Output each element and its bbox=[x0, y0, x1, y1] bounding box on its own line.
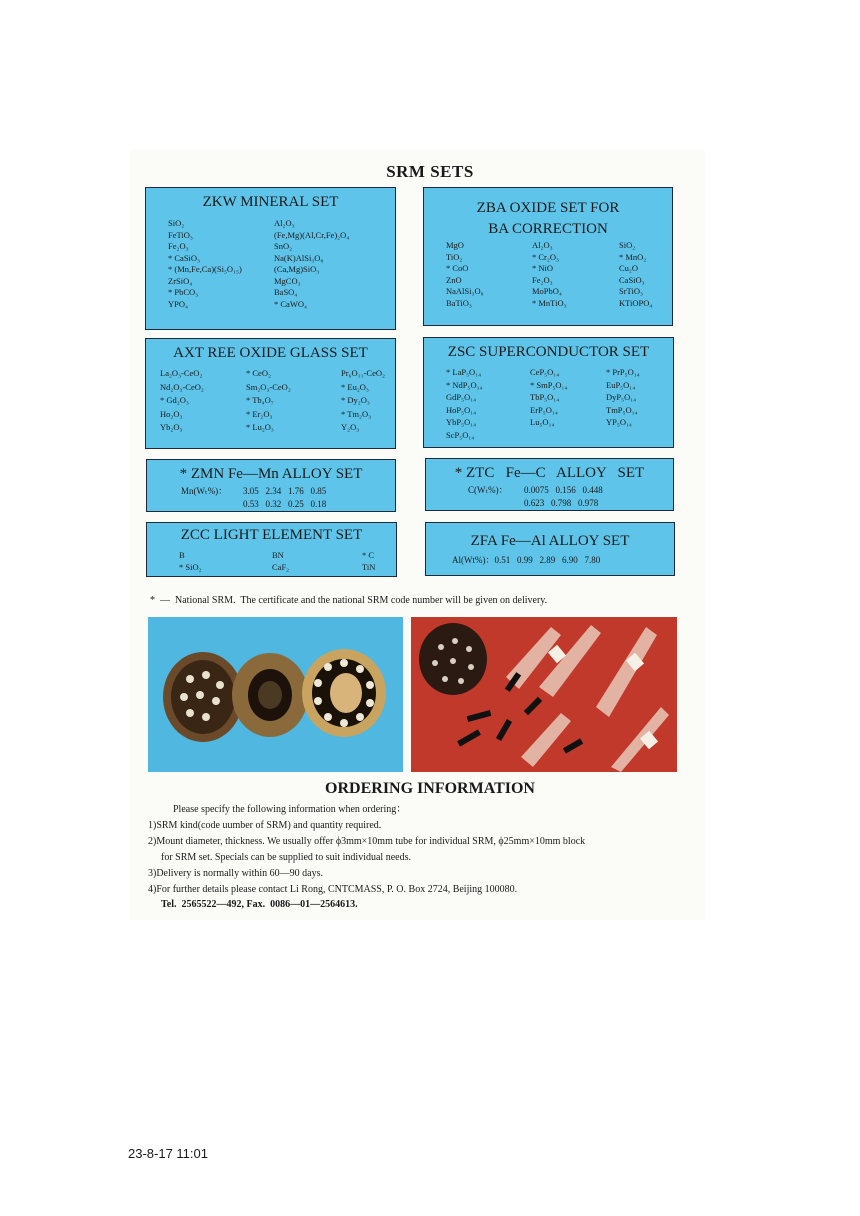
axt-panel bbox=[145, 338, 396, 449]
zmn-values-row1: 3.05 2.34 1.76 0.85 bbox=[243, 486, 327, 496]
zkw-list bbox=[168, 218, 404, 310]
zsc-title: ZSC SUPERCONDUCTOR SET bbox=[447, 344, 650, 360]
list-item: ErP₅O₁₄ bbox=[530, 404, 558, 415]
ordering-title: ORDERING INFORMATION bbox=[325, 780, 535, 797]
list-item: La₂O₃-CeO₂ bbox=[160, 368, 203, 378]
list-item: MgO bbox=[446, 240, 464, 250]
list-item: ZnO bbox=[446, 274, 462, 285]
list-item: TiN bbox=[362, 562, 376, 572]
list-item: BN bbox=[272, 550, 284, 560]
list-item: * C bbox=[362, 550, 375, 560]
list-item: CaF₂ bbox=[272, 562, 290, 572]
ordering-line-2-cont: for SRM set. Specials can be supplied to suit individual needs. bbox=[161, 852, 411, 863]
list-item: Yb₂O₃ bbox=[160, 422, 183, 432]
ztc-values-row1: 0.0075 0.156 0.448 bbox=[524, 485, 603, 495]
list-item: Lu₅O₁₄ bbox=[530, 417, 555, 427]
list-item: TmP₅O₁₄ bbox=[606, 404, 638, 415]
list-item: B bbox=[179, 550, 185, 560]
zmn-panel bbox=[146, 459, 396, 512]
list-item: Al₂O₃ bbox=[532, 240, 553, 250]
list-item: NaAlSi₃O₈ bbox=[446, 286, 484, 296]
axt-list bbox=[160, 367, 401, 435]
list-item: * MnO₂ bbox=[619, 251, 647, 262]
list-item: * NdP₅O₁₄ bbox=[446, 379, 483, 390]
list-item: Na(K)AlSi₃O₈ bbox=[274, 252, 324, 263]
list-item: Fe₂O₃ bbox=[532, 274, 553, 285]
list-item: Cu₂O bbox=[619, 263, 639, 273]
zfa-panel bbox=[425, 522, 675, 576]
zba-title: ZBA OXIDE SET FOR BA CORRECTION bbox=[476, 200, 620, 237]
list-item: ZrSiO₄ bbox=[168, 275, 193, 286]
list-item: * LaP₅O₁₄ bbox=[446, 367, 482, 377]
list-item: YbP₅O₁₄ bbox=[446, 417, 477, 427]
ztc-label: C(Wₜ%)： bbox=[468, 485, 508, 495]
footnote: * — National SRM. The certificate and the national SRM code number will be given on delivery. bbox=[150, 595, 548, 606]
list-item: EuP₅O₁₄ bbox=[606, 379, 636, 390]
list-item: HoP₅O₁₄ bbox=[446, 404, 477, 415]
zkw-title: ZKW MINERAL SET bbox=[202, 194, 339, 210]
zba-panel bbox=[423, 187, 673, 326]
list-item: SnO₂ bbox=[274, 241, 293, 251]
sample-tubes-image bbox=[411, 617, 677, 772]
list-item: Fe₂O₃ bbox=[168, 241, 189, 251]
list-item: Nd₂O₃-CeO₂ bbox=[160, 381, 204, 392]
list-item: * Gd₂O₃ bbox=[160, 395, 189, 405]
print-timestamp: 23-8-17 11:01 bbox=[128, 1146, 208, 1161]
ztc-panel bbox=[425, 458, 674, 511]
zcc-list bbox=[179, 549, 412, 573]
ordering-line-1: 1)SRM kind(code uumber of SRM) and quantity required. bbox=[148, 820, 382, 831]
ordering-line-4: 4)For further details please contact Li Rong, CNTCMASS, P. O. Box 2724, Beijing 100080. bbox=[148, 884, 518, 895]
list-item: SiO₂ bbox=[168, 218, 185, 228]
list-item: * Dy₂O₃ bbox=[341, 395, 370, 405]
ztc-title: * ZTC Fe—C ALLOY SET bbox=[454, 465, 645, 481]
list-item: * PrP₅O₁₄ bbox=[606, 367, 640, 377]
photo-sample-mounts bbox=[148, 617, 403, 772]
list-item: * SmP₅O₁₄ bbox=[530, 379, 568, 390]
list-item: * SiO₂ bbox=[179, 562, 202, 572]
zmn-title: * ZMN Fe—Mn ALLOY SET bbox=[179, 466, 363, 482]
list-item: Pr₆O₁₁-CeO₂ bbox=[341, 368, 385, 378]
list-item: * MnTiO₃ bbox=[532, 297, 567, 308]
list-item: TiO₂ bbox=[446, 251, 463, 262]
zba-list bbox=[446, 240, 679, 309]
list-item: * CeO₂ bbox=[246, 368, 271, 378]
list-item: * (Mn,Fe,Ca)(Si₅O₁₅) bbox=[168, 264, 242, 274]
list-item: Al₂O₃ bbox=[274, 218, 295, 228]
list-item: BaSO₄ bbox=[274, 287, 298, 297]
list-item: (Fe,Mg)(Al,Cr,Fe)₂O₄ bbox=[274, 229, 350, 240]
zcc-panel bbox=[146, 522, 397, 577]
zfa-title: ZFA Fe—Al ALLOY SET bbox=[470, 533, 630, 549]
list-item: * NiO bbox=[532, 263, 554, 273]
list-item: BaTiO₃ bbox=[446, 297, 472, 308]
list-item: YPO₄ bbox=[168, 298, 188, 309]
ordering-line-2: 2)Mount diameter, thickness. We usually offer ϕ3mm×10mm tube for individual SRM, ϕ25mm×10mm block bbox=[148, 836, 586, 847]
list-item: ScP₅O₁₄ bbox=[446, 429, 475, 440]
zmn-values-row2: 0.53 0.32 0.25 0.18 bbox=[243, 499, 327, 509]
list-item: * Eu₂O₃ bbox=[341, 381, 369, 392]
list-item: * CaSiO₃ bbox=[168, 252, 201, 263]
axt-title: AXT REE OXIDE GLASS SET bbox=[173, 345, 368, 361]
list-item: * Tm₂O₃ bbox=[341, 408, 372, 419]
list-item: MgCO₃ bbox=[274, 275, 301, 286]
list-item: MoPbO₄ bbox=[532, 286, 562, 296]
zmn-label: Mn(Wₜ%)： bbox=[181, 486, 228, 496]
zfa-values: Al(Wt%)：0.51 0.99 2.89 6.90 7.80 bbox=[452, 555, 601, 565]
zkw-panel bbox=[145, 187, 396, 330]
zsc-panel bbox=[423, 337, 674, 448]
list-item: CaSiO₃ bbox=[619, 274, 645, 285]
ztc-values-row2: 0.623 0.798 0.978 bbox=[524, 498, 599, 508]
list-item: * CoO bbox=[446, 263, 469, 273]
photo-sample-tubes bbox=[411, 617, 677, 772]
list-item: YP₅O₁₄ bbox=[606, 417, 632, 427]
list-item: TbP₅O₁₄ bbox=[530, 392, 560, 402]
list-item: Ho₂O₃ bbox=[160, 408, 183, 419]
list-item: DyP₅O₁₄ bbox=[606, 392, 637, 402]
list-item: * PbCO₃ bbox=[168, 287, 199, 297]
ordering-contact-numbers: Tel. 2565522—492, Fax. 0086—01—2564613. bbox=[161, 899, 358, 910]
page-title: SRM SETS bbox=[386, 162, 474, 181]
list-item: Sm₂O₃-CeO₂ bbox=[246, 381, 291, 392]
list-item: SrTiO₃ bbox=[619, 286, 643, 296]
list-item: Y₂O₃ bbox=[341, 422, 360, 432]
list-item: (Ca,Mg)SiO₃ bbox=[274, 264, 320, 274]
list-item: * Tb₄O₇ bbox=[246, 395, 274, 405]
zsc-list bbox=[446, 366, 676, 441]
list-item: * Cr₂O₃ bbox=[532, 251, 559, 262]
list-item: SiO₂ bbox=[619, 240, 636, 250]
list-item: * Er₂O₃ bbox=[246, 408, 273, 419]
list-item: KTiOPO₄ bbox=[619, 297, 653, 308]
sample-mounts-image bbox=[148, 617, 403, 772]
list-item: FeTiO₃ bbox=[168, 229, 193, 240]
ordering-line-intro: Please specify the following information when ordering： bbox=[173, 804, 407, 815]
ordering-line-3: 3)Delivery is normally within 60—90 days. bbox=[148, 868, 323, 879]
list-item: * CaWO₄ bbox=[274, 298, 307, 309]
list-item: CeP₅O₁₄ bbox=[530, 367, 560, 377]
list-item: * Lu₂O₃ bbox=[246, 422, 274, 432]
zcc-title: ZCC LIGHT ELEMENT SET bbox=[180, 527, 363, 543]
list-item: GdP₅O₁₄ bbox=[446, 392, 477, 402]
